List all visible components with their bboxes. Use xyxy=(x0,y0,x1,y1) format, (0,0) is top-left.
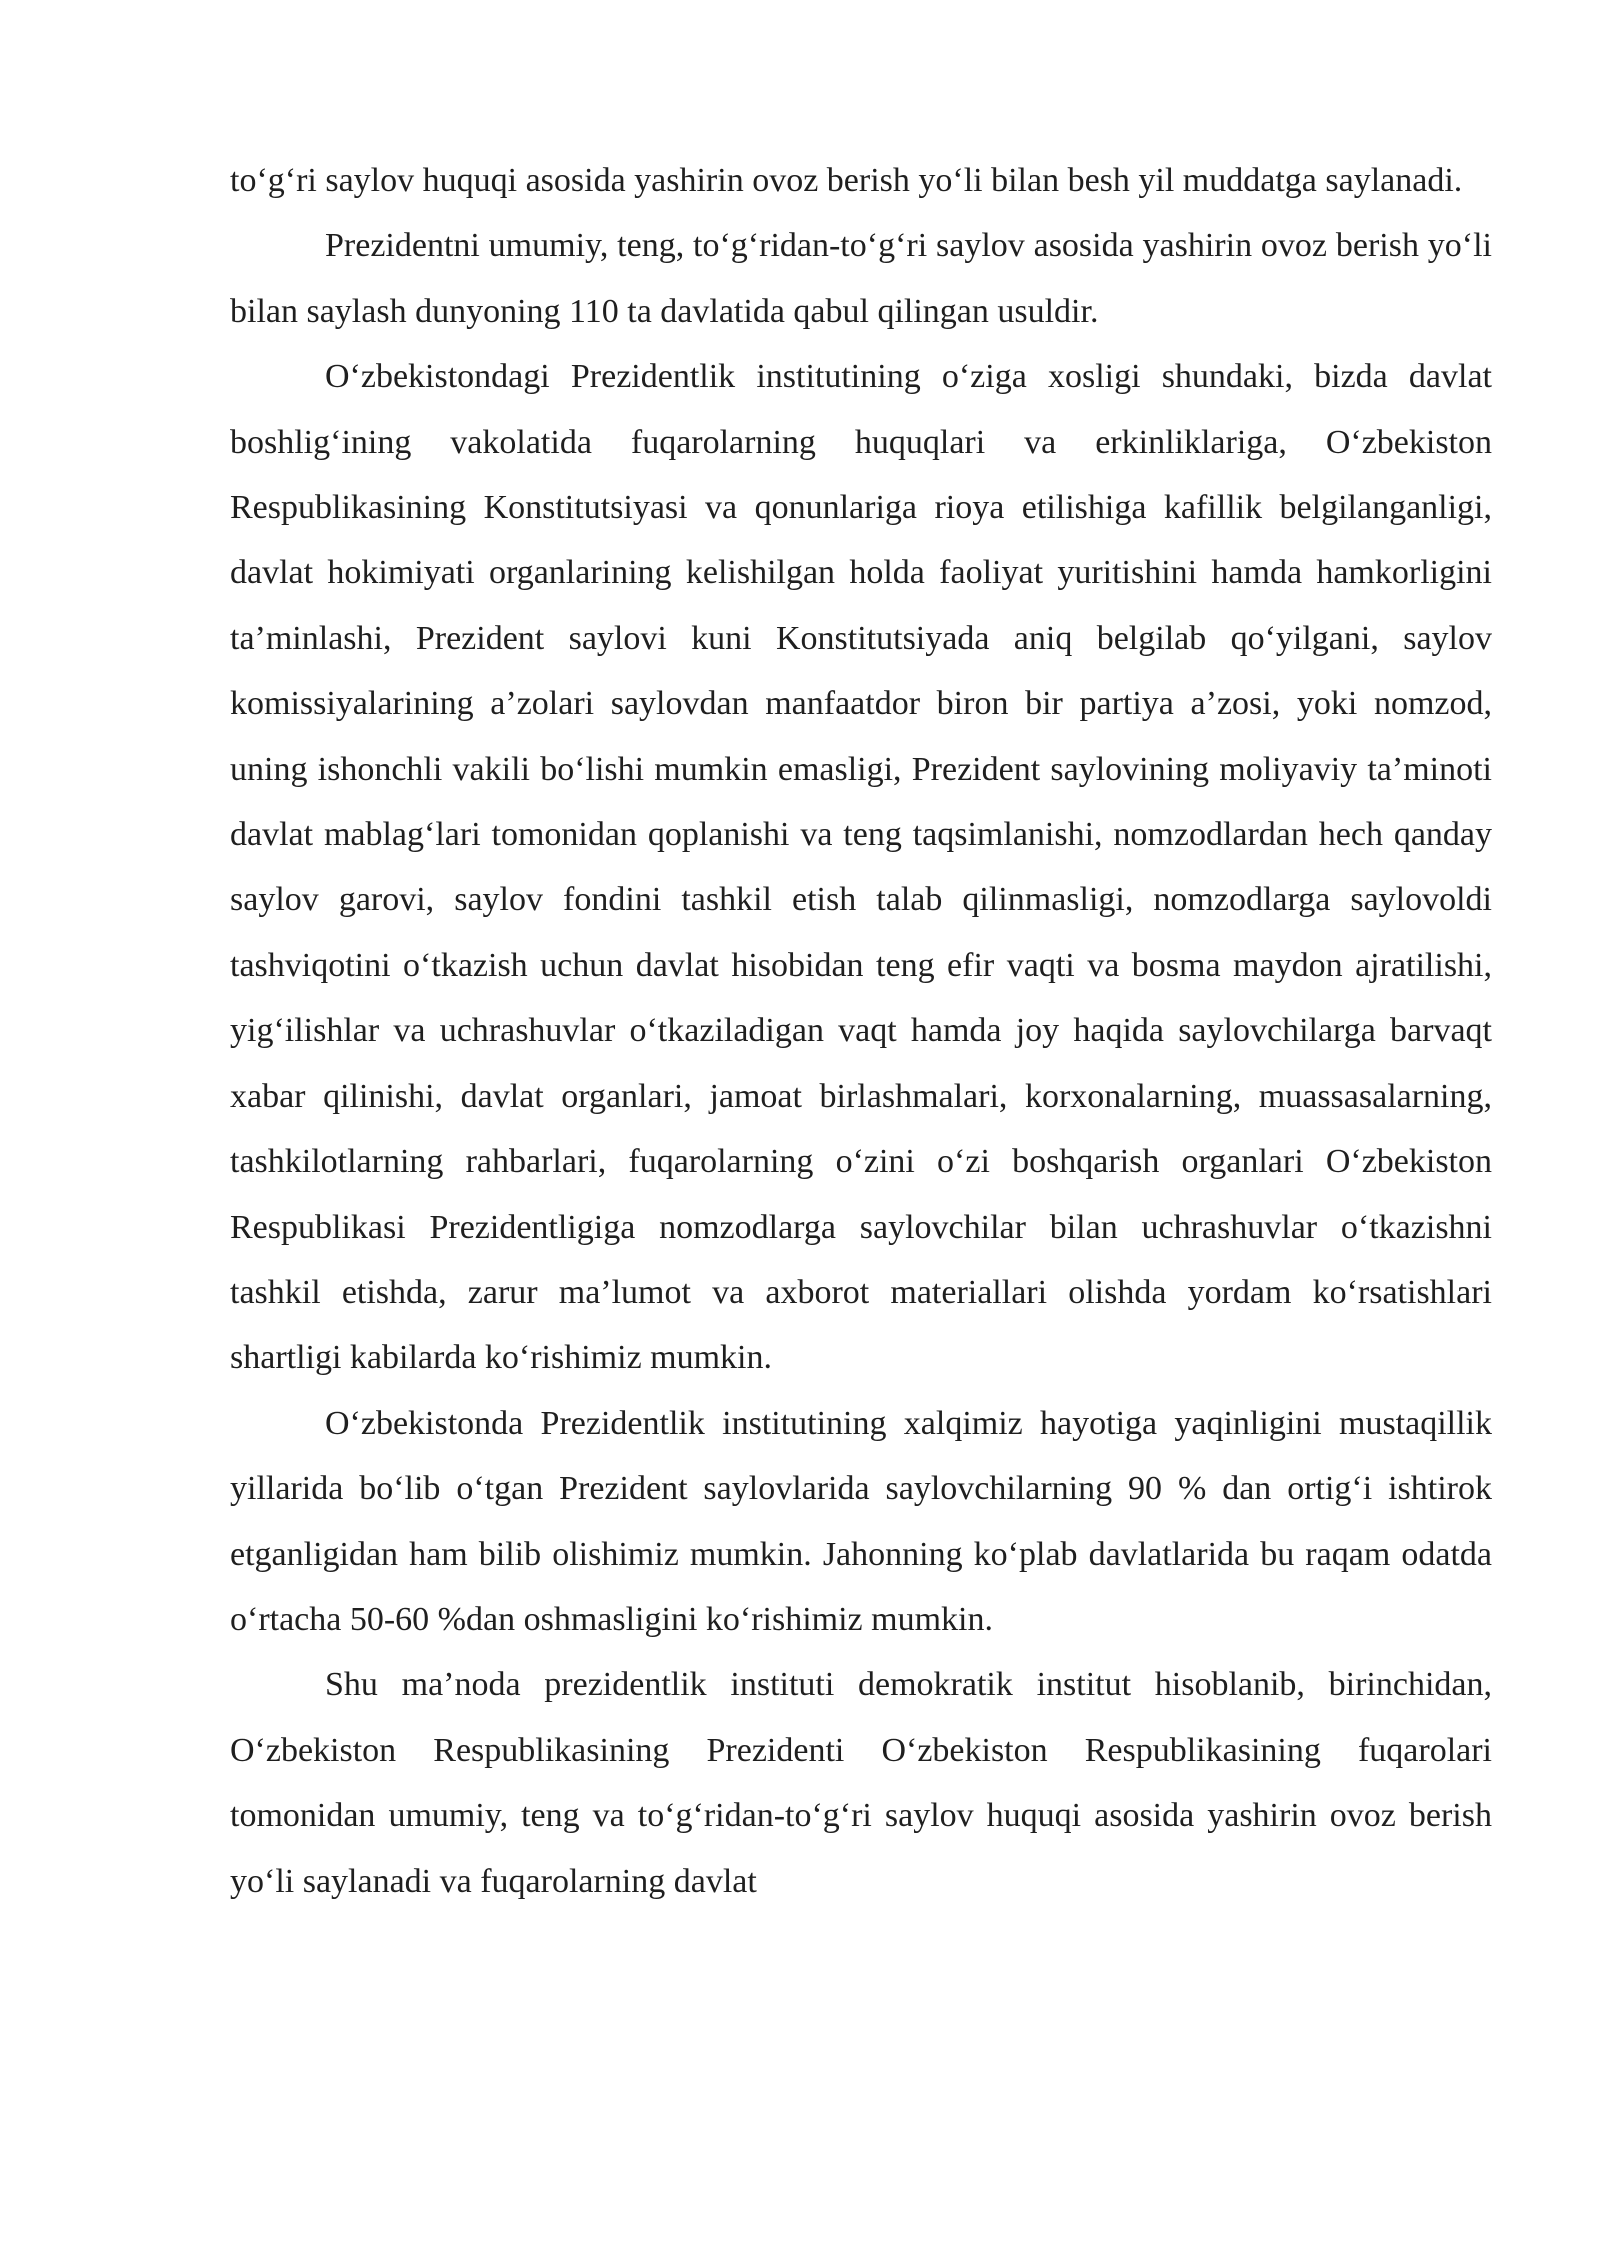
paragraph: Prezidentni umumiy, teng, to‘g‘ridan-to‘g‘ri saylov asosida yashirin ovoz berish yo‘li bilan saylash dunyoning 110 ta davlatida qabul qilingan usuldir. xyxy=(230,227,1492,330)
paragraph-continuation: to‘g‘ri saylov huquqi asosida yashirin ovoz berish yo‘li bilan besh yil muddatga saylanadi. xyxy=(230,162,1463,199)
document-page xyxy=(230,148,1492,1914)
paragraph: O‘zbekistonda Prezidentlik institutining xalqimiz hayotiga yaqinligini mustaqillik yillarida bo‘lib o‘tgan Prezident saylovlarida saylovchilarning 90 % dan ortig‘i ishtirok etganligidan ham bilib olishimiz mumkin. Jahonning ko‘plab davlatlarida bu raqam odatda o‘rtacha 50-60 %dan oshmasligini ko‘rishimiz mumkin. xyxy=(230,1404,1492,1638)
paragraph: Shu ma’noda prezidentlik instituti demokratik institut hisoblanib, birinchidan, O‘zbekiston Respublikasining Prezidenti O‘zbekiston Respublikasining fuqarolari tomonidan umumiy, teng va to‘g‘ridan-to‘g‘ri saylov huquqi asosida yashirin ovoz berish yo‘li saylanadi va fuqarolarning davlat xyxy=(230,1666,1492,1900)
paragraph: O‘zbekistondagi Prezidentlik institutining o‘ziga xosligi shundaki, bizda davlat boshlig‘ining vakolatida fuqarolarning huquqlari va erkinliklariga, O‘zbekiston Respublikasining Konstitutsiyasi va qonunlariga rioya etilishiga kafillik belgilanganligi, davlat hokimiyati organlarining kelishilgan holda faoliyat yuritishini hamda hamkorligini ta’minlashi, Prezident saylovi kuni Konstitutsiyada aniq belgilab qo‘yilgani, saylov komissiyalarining a’zolari saylovdan manfaatdor biron bir partiya a’zosi, yoki nomzod, uning ishonchli vakili bo‘lishi mumkin emasligi, Prezident saylovining moliyaviy ta’minoti davlat mablag‘lari tomonidan qoplanishi va teng taqsimlanishi, nomzodlardan hech qanday saylov garovi, saylov fondini tashkil etish talab qilinmasligi, nomzodlarga saylovoldi tashviqotini o‘tkazish uchun davlat hisobidan teng efir vaqti va bosma maydon ajratilishi, yig‘ilishlar va uchrashuvlar o‘tkaziladigan vaqt hamda joy haqida saylovchilarga barvaqt xabar qilinishi, davlat organlari, jamoat birlashmalari, korxonalarning, muassasalarning, tashkilotlarning rahbarlari, fuqarolarning o‘zini o‘zi boshqarish organlari O‘zbekiston Respublikasi Prezidentligiga nomzodlarga saylovchilar bilan uchrashuvlar o‘tkazishni tashkil etishda, zarur ma’lumot va axborot materiallari olishda yordam ko‘rsatishlari shartligi kabilarda ko‘rishimiz mumkin. xyxy=(230,358,1492,1377)
